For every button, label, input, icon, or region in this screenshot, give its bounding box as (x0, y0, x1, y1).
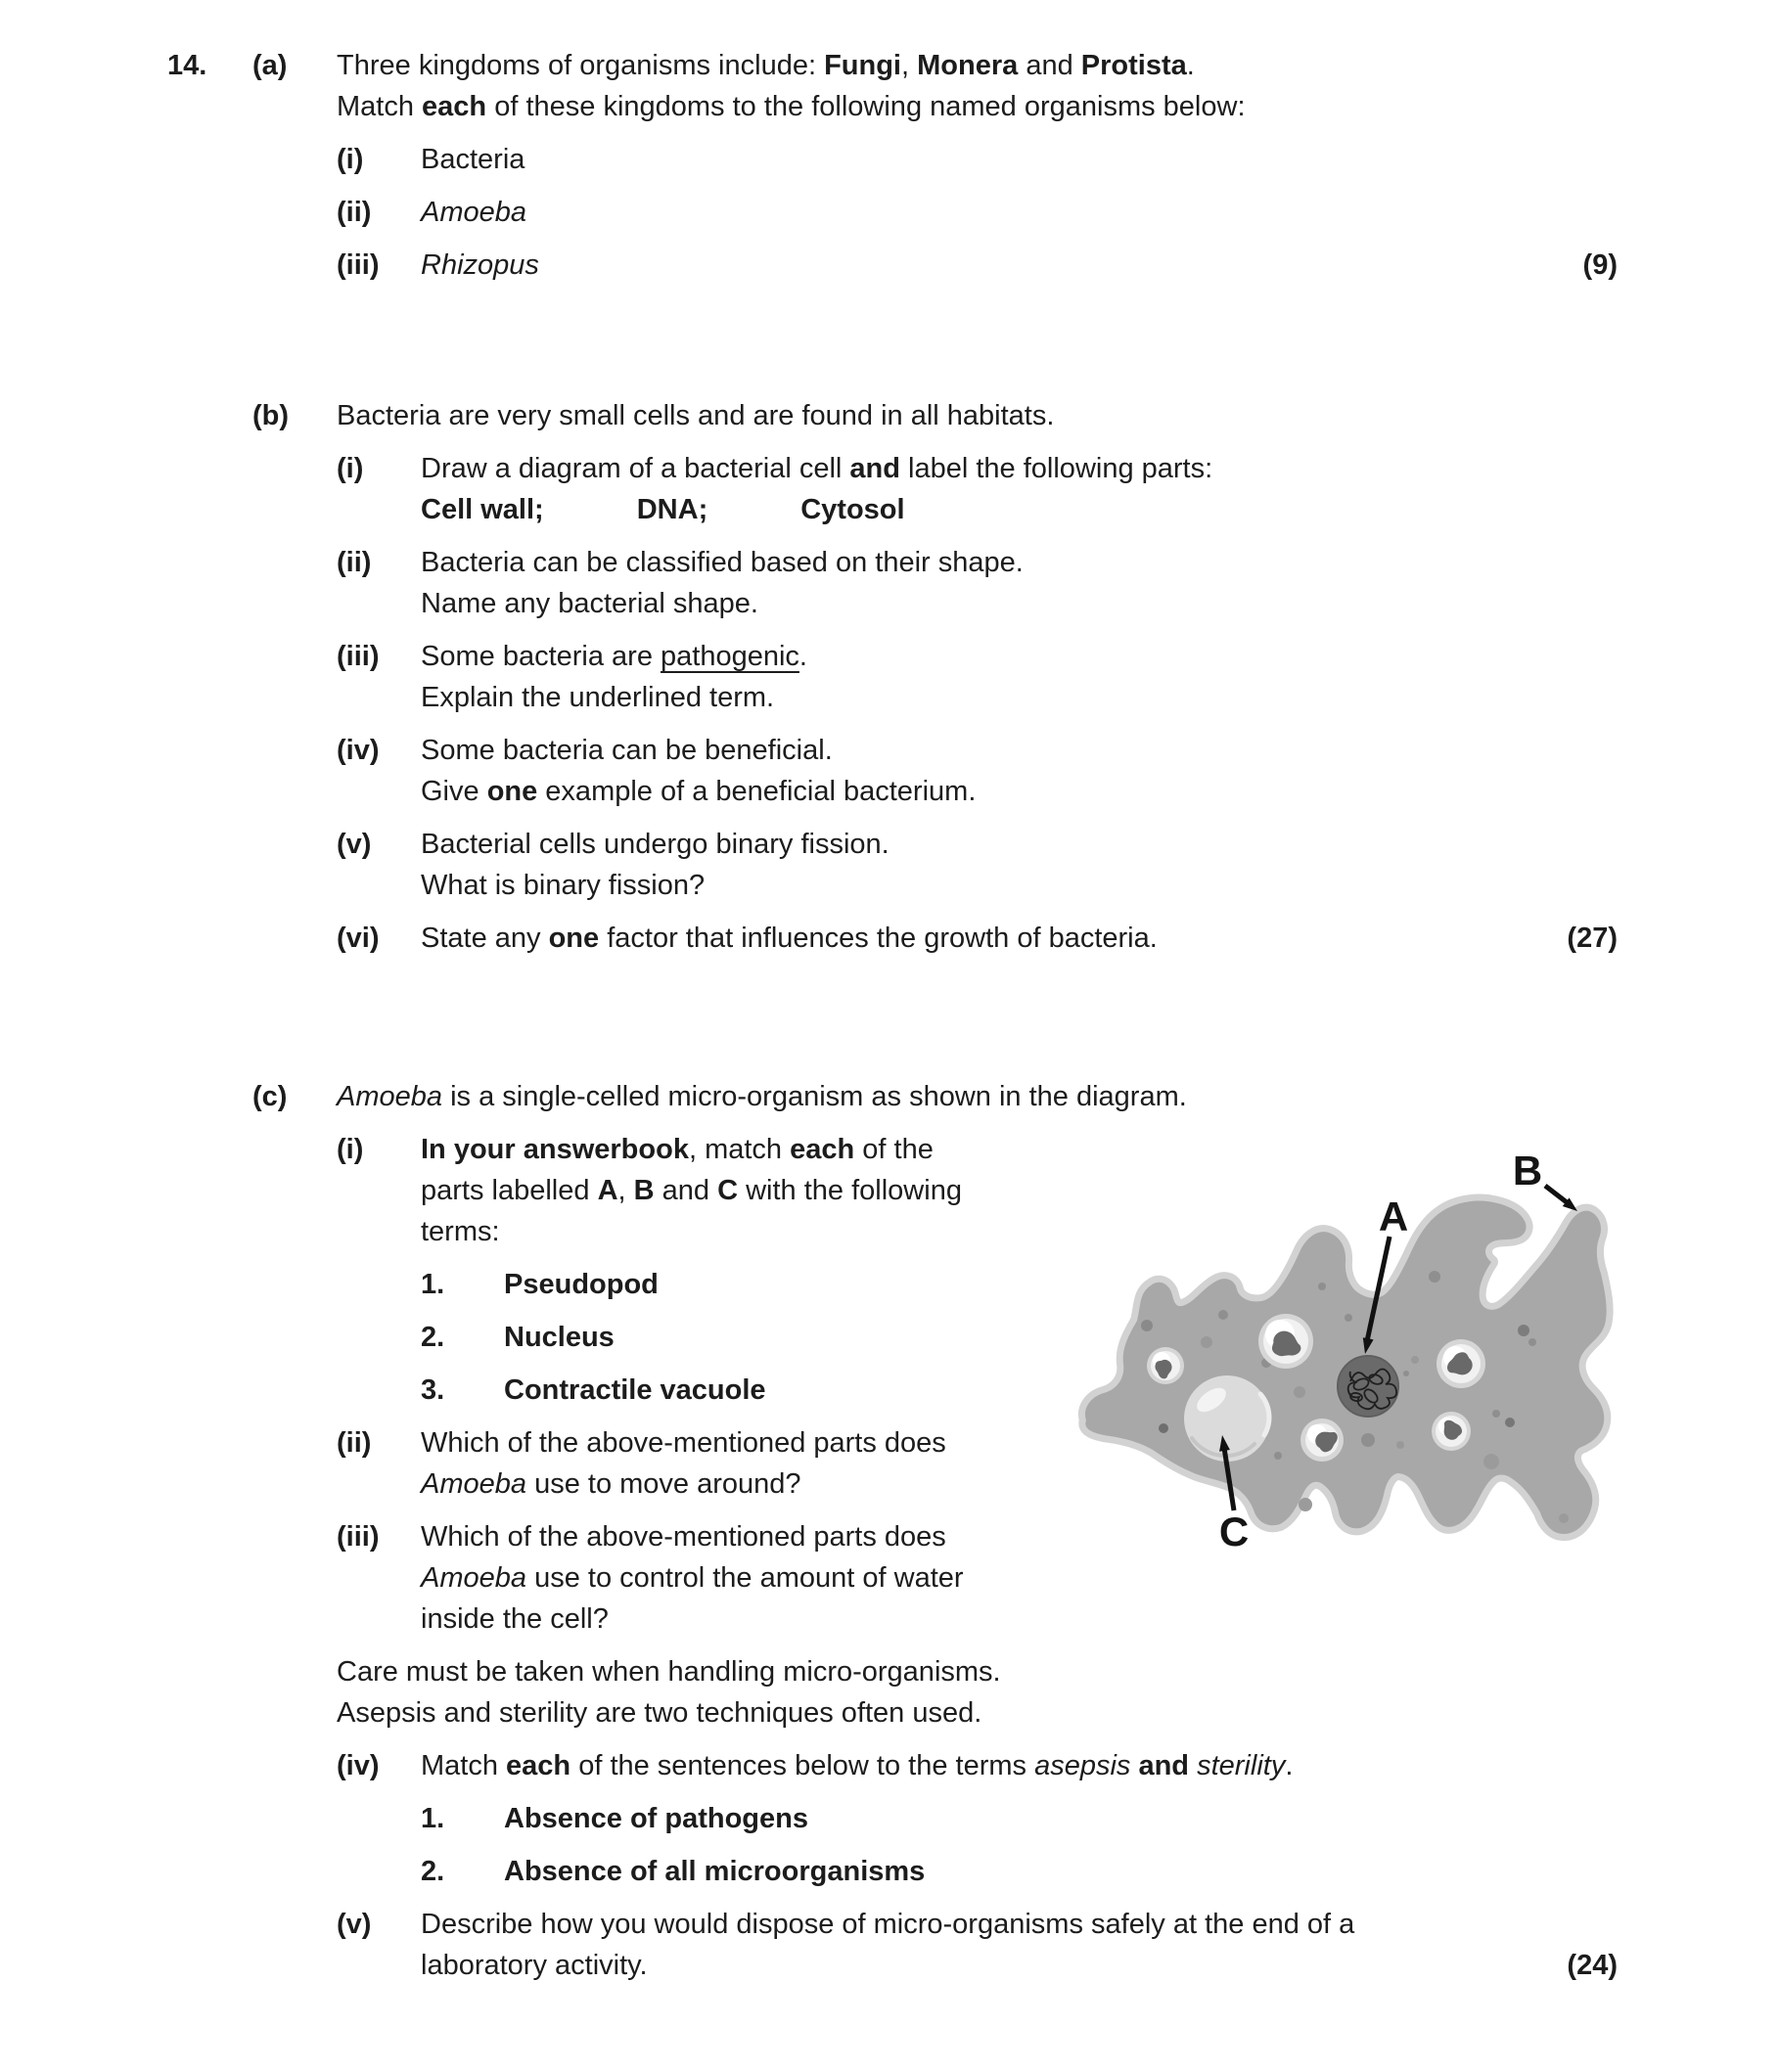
list-item-text: Rhizopus (421, 249, 539, 281)
item-line: Which of the above-mentioned parts does (421, 1521, 946, 1553)
bold-segment: Fungi (824, 50, 901, 81)
list-item-marker: (iii) (337, 249, 380, 281)
option-label: Pseudopod (504, 1269, 659, 1300)
item-line: terms: (421, 1216, 500, 1247)
text-segment: use to move around? (526, 1468, 801, 1500)
text-segment (1189, 1750, 1197, 1781)
text-segment: Match (337, 91, 423, 122)
item-b-i (337, 448, 1779, 530)
diagram-label-a: A (1378, 1194, 1409, 1239)
item-marker: (i) (337, 1134, 364, 1165)
item-line: Describe how you would dispose of micro-organisms safely at the end of a (421, 1909, 1355, 1940)
part-b-intro: Bacteria are very small cells and are found in all habitats. (337, 400, 1055, 431)
list-item-text: Amoeba (421, 197, 527, 228)
option-label: Absence of all microorganisms (504, 1856, 926, 1887)
bold-segment: B (633, 1175, 655, 1206)
item-c-iii (337, 1516, 1779, 1640)
italic-segment: asepsis (1034, 1750, 1131, 1781)
text-segment: is a single-celled micro-organism as shown in the diagram. (442, 1081, 1187, 1112)
item-line: Which of the above-mentioned parts does (421, 1427, 946, 1459)
bold-segment: one (486, 776, 538, 807)
item-b-ii (337, 542, 1779, 624)
item-marker: (ii) (337, 1427, 372, 1459)
option-number: 2. (421, 1322, 445, 1353)
bold-segment: In your answerbook (421, 1134, 689, 1165)
text-segment: Match (421, 1750, 507, 1781)
text-segment: of the sentences below to the terms (570, 1750, 1035, 1781)
bold-segment: Cytosol (800, 494, 905, 525)
part-c-intro (337, 1076, 1779, 1117)
text-segment: of these kingdoms to the following named organisms below: (486, 91, 1246, 122)
item-marker: (iv) (337, 735, 380, 766)
item-b-vi (337, 918, 1779, 959)
text-segment: . (1186, 50, 1195, 81)
option-number: 3. (421, 1374, 445, 1406)
list-item (337, 139, 1779, 180)
bold-segment: Protista (1080, 50, 1187, 81)
part-a-line-2 (337, 86, 1779, 127)
item-marker: (iv) (337, 1750, 380, 1781)
bold-segment: A (597, 1175, 618, 1206)
text-segment: label the following parts: (899, 453, 1213, 484)
part-a-line-1 (337, 45, 1779, 86)
italic-segment: sterility (1197, 1750, 1286, 1781)
option-label: Absence of pathogens (504, 1803, 808, 1834)
part-b-label: (b) (252, 400, 290, 431)
text-segment: example of a beneficial bacterium. (537, 776, 977, 807)
diagram-label-b: B (1512, 1148, 1543, 1194)
italic-segment: Amoeba (421, 1562, 527, 1594)
item-b-v (337, 824, 1779, 906)
option-row (421, 1851, 1293, 1892)
part-b (0, 395, 1779, 959)
text-segment: use to control the amount of water (526, 1562, 964, 1594)
option-number: 2. (421, 1856, 445, 1887)
item-line (421, 771, 976, 812)
item-c-i (337, 1129, 1779, 1411)
item-line (421, 1170, 962, 1211)
bold-segment: and (849, 453, 900, 484)
item-line: What is binary fission? (421, 870, 706, 901)
item-line (421, 1745, 1293, 1786)
item-b-iv (337, 730, 1779, 812)
item-b-iii (337, 636, 1779, 718)
text-segment: and (654, 1175, 718, 1206)
option-row (421, 1317, 962, 1358)
list-item-marker: (i) (337, 144, 364, 175)
bold-segment: each (790, 1134, 855, 1165)
item-marker: (ii) (337, 547, 372, 578)
item-line (421, 636, 807, 677)
text-segment: State any (421, 923, 549, 954)
list-item-text: Bacteria (421, 144, 525, 175)
item-marker: (iii) (337, 1521, 380, 1553)
list-item (337, 192, 1779, 233)
part-a-label: (a) (252, 50, 288, 81)
separator: ; (698, 494, 708, 525)
separator: ; (534, 494, 544, 525)
part-a-content (337, 45, 1779, 286)
bold-segment: each (506, 1750, 571, 1781)
question-number-spacer (167, 1076, 252, 1986)
bold-segment: DNA (636, 494, 699, 525)
item-marker: (iii) (337, 641, 380, 672)
bold-segment: each (422, 91, 487, 122)
marks-badge: (27) (1567, 923, 1618, 954)
marks-badge: (24) (1567, 1950, 1618, 1981)
text-segment: Draw a diagram of a bacterial cell (421, 453, 850, 484)
text-segment: of the (854, 1134, 934, 1165)
bold-segment: Monera (917, 50, 1019, 81)
text-segment: , match (688, 1134, 791, 1165)
text-segment: factor that influences the growth of bacteria. (599, 923, 1158, 954)
text-segment: . (798, 641, 807, 672)
bold-segment: C (717, 1175, 739, 1206)
text-segment: , (901, 50, 918, 81)
option-number: 1. (421, 1269, 445, 1300)
item-line: Bacterial cells undergo binary fission. (421, 829, 890, 860)
part-c (0, 1076, 1779, 1986)
item-line: Some bacteria can be beneficial. (421, 735, 833, 766)
italic-segment: Amoeba (337, 1081, 443, 1112)
care-note-2: Asepsis and sterility are two techniques often used. (337, 1697, 982, 1729)
underlined-term: pathogenic (661, 641, 799, 672)
question-number-spacer (167, 395, 252, 959)
list-item-marker: (ii) (337, 197, 372, 228)
marks-badge: (9) (1582, 249, 1618, 281)
text-segment: and (1018, 50, 1081, 81)
part-c-label: (c) (252, 1081, 288, 1112)
bold-segment: Cell wall (421, 494, 535, 525)
item-line (421, 1557, 964, 1599)
list-item (337, 245, 1779, 286)
question-number: 14. (167, 50, 207, 81)
text-segment: with the following (738, 1175, 962, 1206)
italic-segment: Amoeba (421, 1468, 527, 1500)
item-line: laboratory activity. (421, 1950, 648, 1981)
part-a (0, 45, 1779, 286)
option-row (421, 1798, 1293, 1839)
text-segment: Some bacteria are (421, 641, 661, 672)
bacterial-parts-line (421, 489, 1212, 530)
option-label: Contractile vacuole (504, 1374, 766, 1406)
text-segment: . (1285, 1750, 1294, 1781)
care-note-1: Care must be taken when handling micro-organisms. (337, 1656, 1001, 1688)
option-row (421, 1264, 962, 1305)
text-segment: Three kingdoms of organisms include: (337, 50, 825, 81)
item-line (421, 448, 1212, 489)
option-row (421, 1370, 962, 1411)
item-c-ii (337, 1422, 1779, 1505)
item-line (421, 918, 1158, 959)
text-segment: Give (421, 776, 487, 807)
item-marker: (v) (337, 1909, 372, 1940)
option-label: Nucleus (504, 1322, 615, 1353)
item-c-v (337, 1904, 1779, 1986)
item-marker: (i) (337, 453, 364, 484)
item-line: Name any bacterial shape. (421, 588, 758, 619)
item-line: Bacteria can be classified based on their shape. (421, 547, 1024, 578)
item-line (421, 1129, 962, 1170)
bold-segment: and (1138, 1750, 1190, 1781)
option-number: 1. (421, 1803, 445, 1834)
item-line (421, 1464, 946, 1505)
part-b-content (337, 395, 1779, 959)
item-marker: (vi) (337, 923, 380, 954)
item-line: inside the cell? (421, 1603, 609, 1635)
item-marker: (v) (337, 829, 372, 860)
diagram-label-c: C (1218, 1509, 1250, 1554)
item-c-iv (337, 1745, 1779, 1892)
text-segment: , (617, 1175, 634, 1206)
item-line: Explain the underlined term. (421, 682, 775, 713)
part-c-content (337, 1076, 1779, 1986)
text-segment: parts labelled (421, 1175, 598, 1206)
bold-segment: one (548, 923, 600, 954)
